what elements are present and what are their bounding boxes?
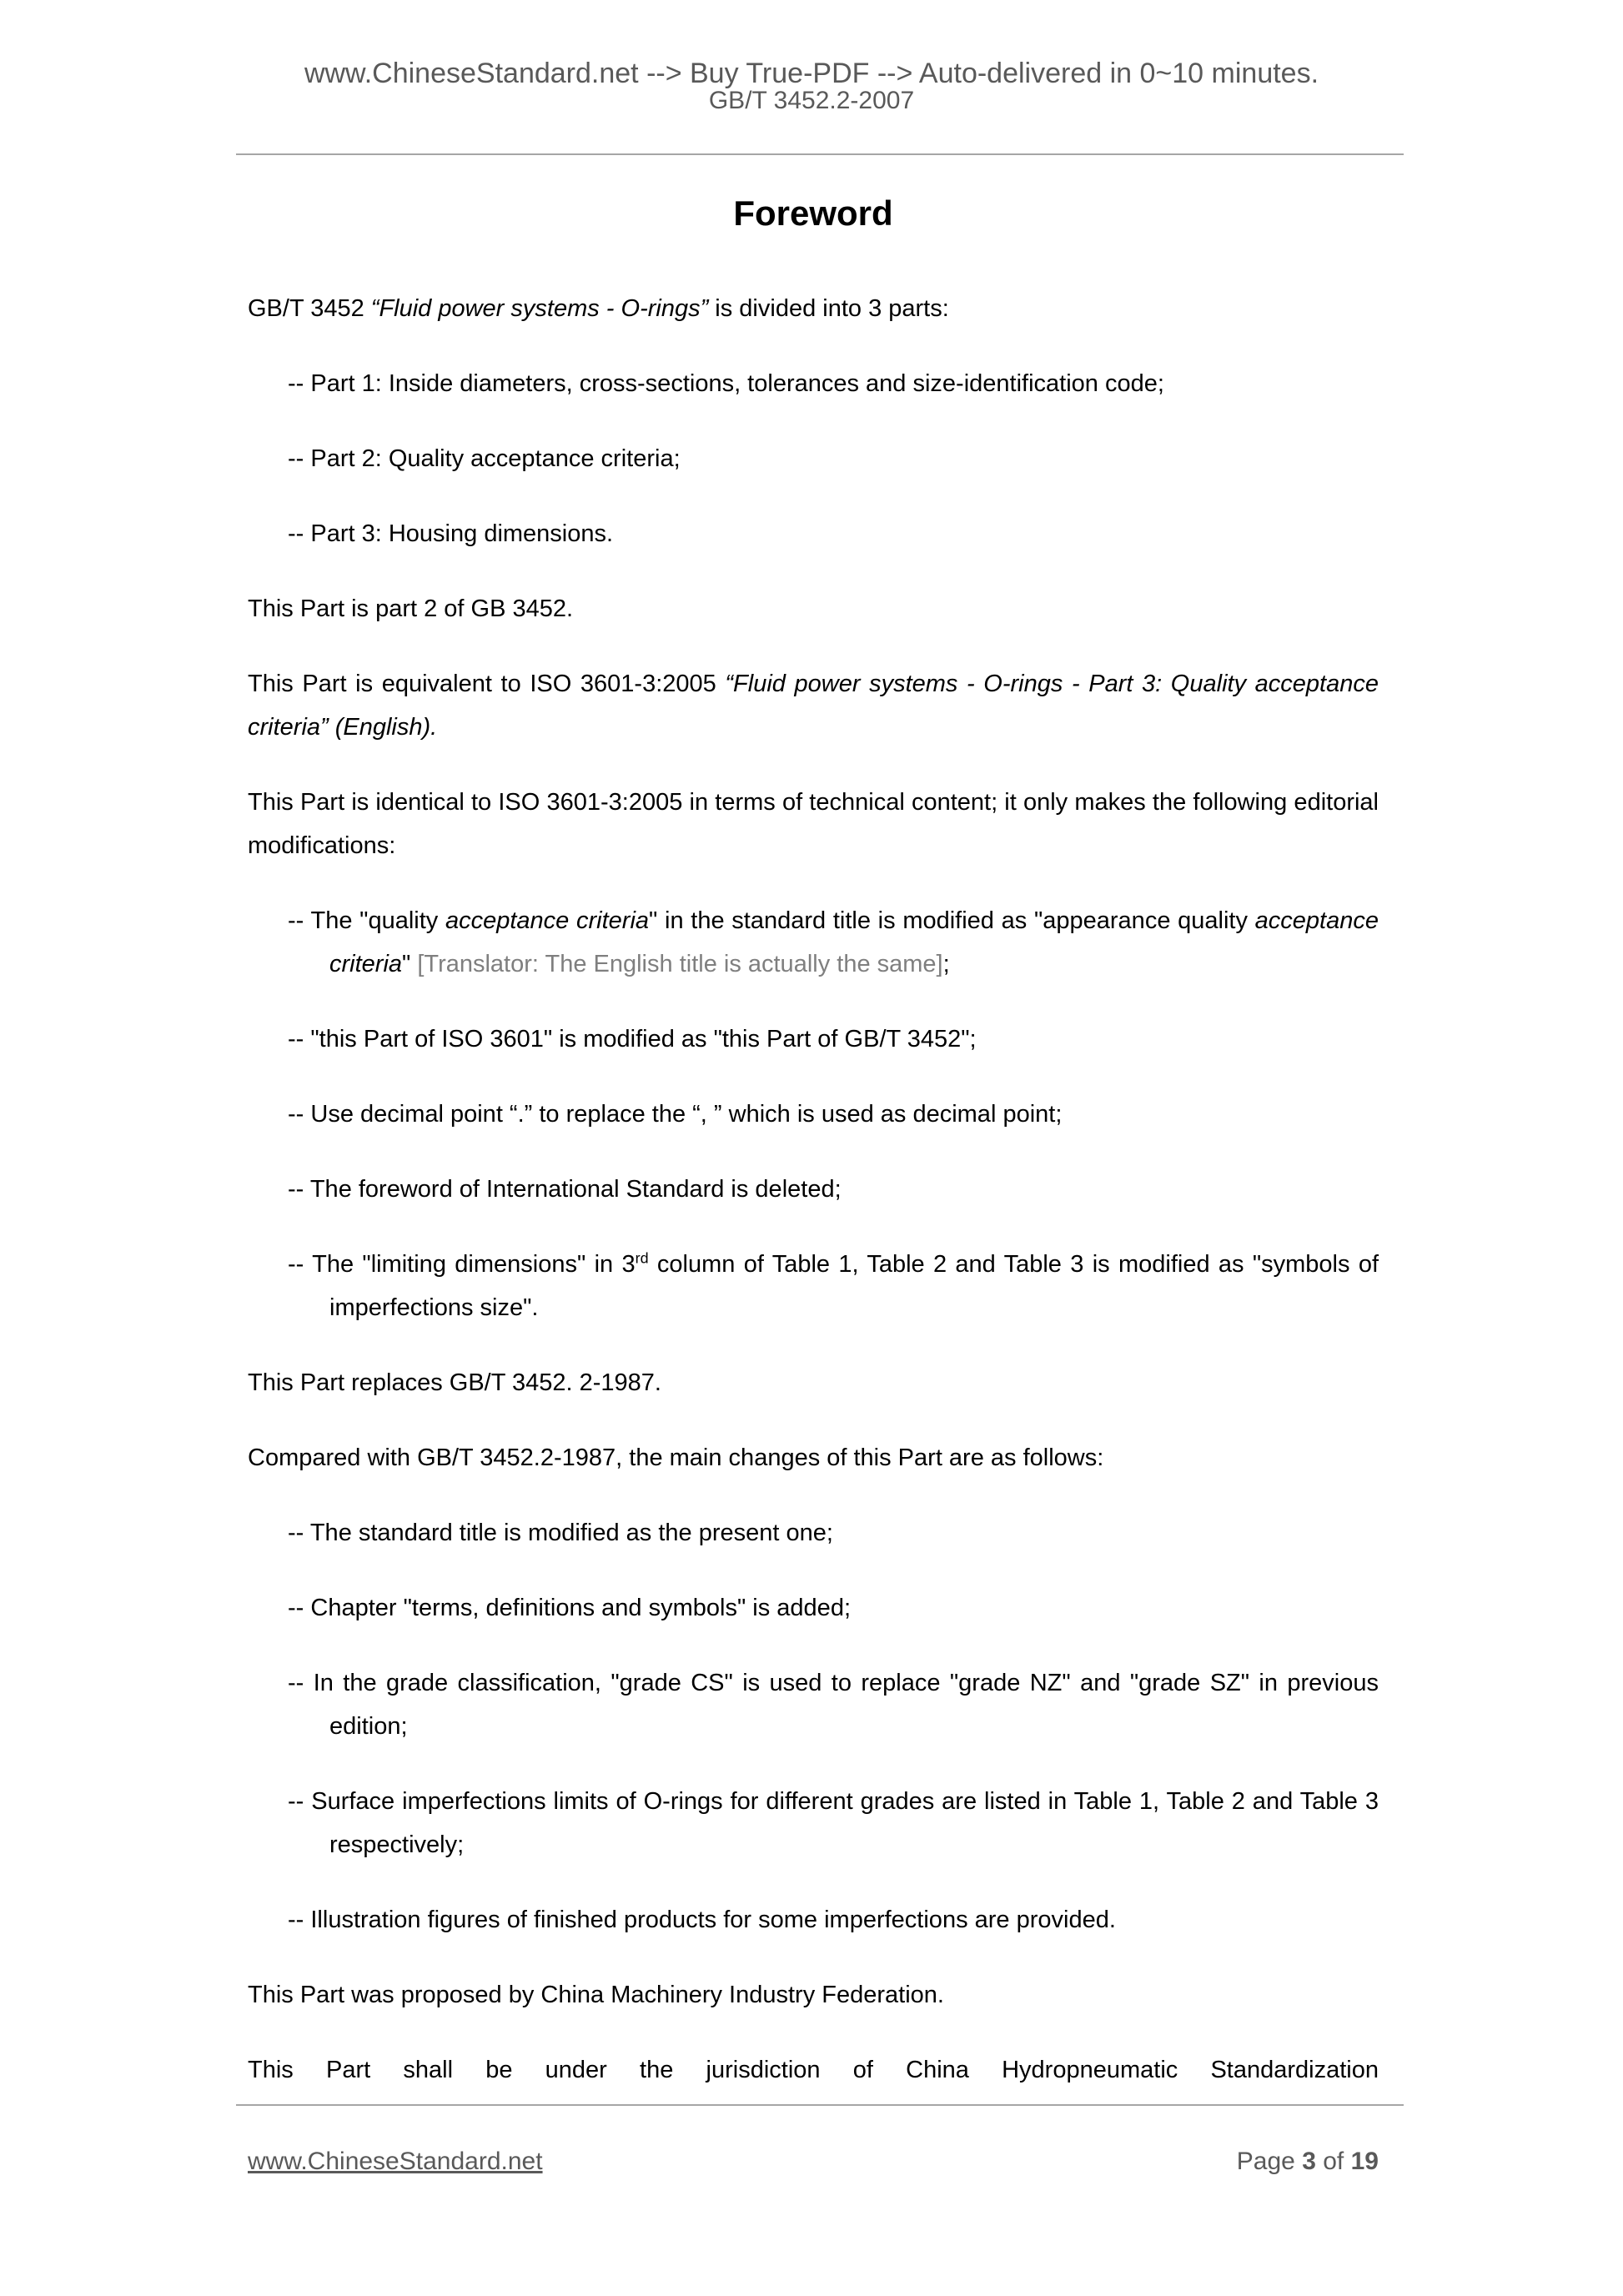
paragraph xyxy=(248,287,1379,330)
text-segment: GB/T 3452 xyxy=(248,295,371,322)
list-item xyxy=(288,1168,1379,1211)
list-item xyxy=(288,1017,1379,1061)
text-segment: -- Surface imperfections limits of O-rings for different grades are listed in Table 1, Table 2 and Table 3 respectively; xyxy=(288,1788,1379,1858)
text-segment: is divided into 3 parts: xyxy=(708,295,949,322)
paragraph xyxy=(248,587,1379,631)
page-indicator-of: of xyxy=(1323,2148,1344,2175)
italic-text: “Fluid power systems - O-rings - Part 3: Quality acceptance criteria” (English). xyxy=(248,671,1379,741)
text-segment: This Part was proposed by China Machinery Industry Federation. xyxy=(248,1982,944,2008)
text-segment: -- The "limiting dimensions" in 3 xyxy=(288,1251,636,1278)
list-item xyxy=(288,437,1379,480)
page-indicator xyxy=(1237,2145,1379,2178)
paragraph xyxy=(248,2048,1379,2092)
text-segment: -- Part 1: Inside diameters, cross-sections, tolerances and size-identification code; xyxy=(288,370,1164,397)
text-segment: " xyxy=(402,951,418,977)
text-segment: " in the standard title is modified as "appearance quality xyxy=(649,907,1255,934)
paragraph xyxy=(248,662,1379,749)
translator-note: [Translator: The English title is actually the same] xyxy=(417,951,943,977)
italic-text: acceptance criteria xyxy=(329,907,1379,977)
list-item xyxy=(288,1511,1379,1555)
header-promo-text: www.ChineseStandard.net --> Buy True-PDF --> Auto-delivered in 0~10 minutes. xyxy=(304,58,1319,89)
text-segment: ; xyxy=(942,951,950,977)
list-item xyxy=(288,899,1379,986)
page-indicator-current: 3 xyxy=(1302,2148,1316,2175)
text-segment: This Part shall be under the jurisdiction of China Hydropneumatic Standardization xyxy=(248,2057,1379,2083)
paragraph xyxy=(248,1436,1379,1480)
list-item xyxy=(288,1661,1379,1748)
page-header xyxy=(0,57,1623,115)
text-segment: This Part is identical to ISO 3601-3:2005 in terms of technical content; it only makes the following editorial modifications: xyxy=(248,789,1379,859)
paragraph xyxy=(248,1361,1379,1404)
site-link[interactable]: www.ChineseStandard.net xyxy=(248,2148,543,2175)
text-segment: -- Illustration figures of finished products for some imperfections are provided. xyxy=(288,1907,1116,1933)
text-segment: -- In the grade classification, "grade CS" is used to replace "grade NZ" and "grade SZ" in previous edition; xyxy=(288,1670,1379,1740)
superscript-text: rd xyxy=(635,1249,649,1267)
text-segment: -- Part 3: Housing dimensions. xyxy=(288,520,614,547)
paragraph xyxy=(248,1973,1379,2017)
italic-text: “Fluid power systems - O-rings” xyxy=(370,295,709,322)
list-item xyxy=(288,1093,1379,1136)
text-segment: -- The standard title is modified as the present one; xyxy=(288,1520,833,1546)
text-segment: -- The foreword of International Standard is deleted; xyxy=(288,1176,842,1203)
document-body xyxy=(248,287,1379,2092)
list-item xyxy=(288,1586,1379,1630)
paragraph xyxy=(248,781,1379,867)
italic-text: acceptance criteria xyxy=(445,907,650,934)
text-segment: This Part is equivalent to ISO 3601-3:2005 xyxy=(248,671,726,697)
text-segment: -- Chapter "terms, definitions and symbols" is added; xyxy=(288,1595,852,1621)
list-item xyxy=(288,362,1379,405)
horizontal-rule-top xyxy=(236,153,1404,155)
horizontal-rule-bottom xyxy=(236,2104,1404,2106)
text-segment: column of Table 1, Table 2 and Table 3 is modified as "symbols of imperfections size". xyxy=(329,1251,1379,1321)
text-segment: -- "this Part of ISO 3601" is modified as "this Part of GB/T 3452"; xyxy=(288,1026,977,1053)
text-segment: -- Use decimal point “.” to replace the “, ” which is used as decimal point; xyxy=(288,1101,1063,1128)
page-indicator-total: 19 xyxy=(1350,2148,1379,2175)
text-segment: -- Part 2: Quality acceptance criteria; xyxy=(288,445,681,472)
header-standard-number: GB/T 3452.2-2007 xyxy=(708,87,915,114)
page-indicator-label: Page xyxy=(1236,2148,1295,2175)
page-footer xyxy=(248,2145,1379,2178)
text-segment: -- The "quality xyxy=(288,907,445,934)
list-item xyxy=(288,1243,1379,1329)
list-item xyxy=(288,1898,1379,1942)
list-item xyxy=(288,512,1379,555)
text-segment: Compared with GB/T 3452.2-1987, the main changes of this Part are as follows: xyxy=(248,1444,1104,1471)
document-content xyxy=(248,190,1379,2123)
text-segment: This Part replaces GB/T 3452. 2-1987. xyxy=(248,1369,661,1396)
document-title: Foreword xyxy=(733,193,893,233)
text-segment: This Part is part 2 of GB 3452. xyxy=(248,595,574,622)
list-item xyxy=(288,1780,1379,1866)
